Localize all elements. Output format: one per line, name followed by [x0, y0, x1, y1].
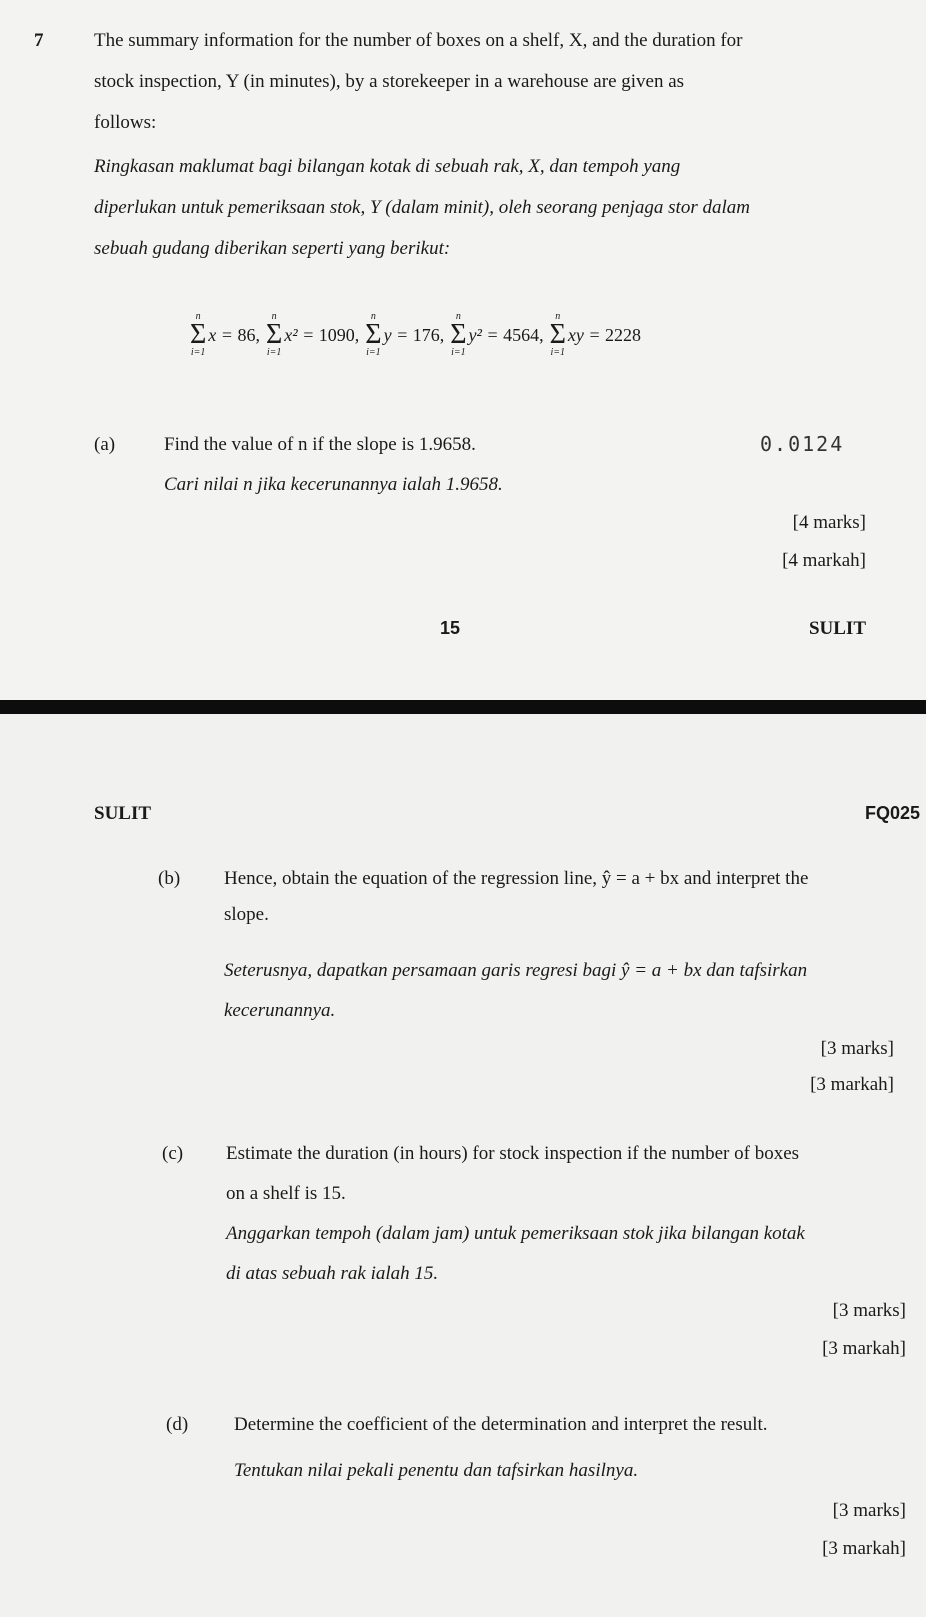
- part-c-ms-line-1: Anggarkan tempoh (dalam jam) untuk pemeriksaan stok jika bilangan kotak: [226, 1223, 805, 1244]
- sigma-icon: Σ: [265, 319, 283, 350]
- part-a-marks-ms: [4 markah]: [782, 550, 866, 571]
- sigma-lower: i=1: [366, 347, 381, 358]
- sum-value: 4564,: [503, 324, 544, 345]
- part-a-label: (a): [94, 434, 116, 455]
- sigma-lower: i=1: [190, 347, 206, 358]
- intro-en-line-2: stock inspection, Y (in minutes), by a storekeeper in a warehouse are given as: [94, 71, 685, 92]
- sum-expr: [208, 325, 260, 346]
- sum-value: 2228: [604, 324, 641, 345]
- sum-value: 86,: [237, 324, 260, 345]
- question-number: 7: [34, 30, 44, 51]
- sigma-upper: n: [555, 311, 561, 322]
- part-b-marks-ms: [3 markah]: [810, 1074, 894, 1095]
- sigma-symbol: [450, 312, 466, 358]
- part-b-marks-en: [3 marks]: [820, 1038, 894, 1059]
- sigma-icon: Σ: [549, 319, 566, 350]
- header-sulit: SULIT: [94, 803, 152, 824]
- sum-variable: x =: [208, 324, 238, 345]
- page-divider: [0, 700, 926, 714]
- sigma-lower: i=1: [550, 347, 565, 358]
- part-c-en-line-2: on a shelf is 15.: [226, 1183, 346, 1204]
- sigma-lower: i=1: [266, 347, 282, 358]
- part-b-en-line-1: Hence, obtain the equation of the regression line, ŷ = a + bx and interpret the: [224, 868, 809, 889]
- sigma-upper: n: [195, 311, 201, 322]
- part-b-label: (b): [158, 868, 181, 889]
- intro-en-line-3: follows:: [94, 112, 157, 133]
- part-b-en-line-2: slope.: [224, 904, 269, 925]
- part-c-marks-en: [3 marks]: [832, 1300, 906, 1321]
- sum-x: [190, 312, 260, 358]
- sum-value: 1090,: [318, 324, 360, 345]
- sum-variable: y² =: [468, 324, 504, 345]
- sigma-upper: n: [271, 311, 277, 322]
- sigma-icon: Σ: [365, 319, 382, 350]
- sigma-upper: n: [370, 311, 376, 322]
- sum-expr: [384, 325, 445, 346]
- sigma-icon: Σ: [450, 319, 467, 350]
- handwritten-note: 0.0124: [760, 432, 845, 456]
- sum-expr: [469, 325, 544, 346]
- sigma-symbol: [550, 312, 566, 358]
- sum-variable: xy =: [567, 324, 605, 345]
- page-number: 15: [440, 618, 461, 638]
- sum-x-squared: [266, 312, 359, 358]
- part-d-en: Determine the coefficient of the determination and interpret the result.: [234, 1414, 768, 1435]
- part-d-ms: Tentukan nilai pekali penentu dan tafsirkan hasilnya.: [234, 1460, 639, 1481]
- part-a-marks-en: [4 marks]: [792, 512, 866, 533]
- sum-variable: y =: [383, 324, 413, 345]
- part-d-marks-ms: [3 markah]: [822, 1538, 906, 1559]
- part-a-ms: Cari nilai n jika kecerunannya ialah 1.9658.: [164, 474, 503, 495]
- sigma-symbol: [266, 312, 282, 358]
- part-b-ms-line-2: kecerunannya.: [224, 1000, 336, 1021]
- part-c-label: (c): [162, 1143, 184, 1164]
- part-b-ms-line-1: Seterusnya, dapatkan persamaan garis regresi bagi ŷ = a + bx dan tafsirkan: [224, 960, 808, 981]
- part-a-en: Find the value of n if the slope is 1.9658.: [164, 434, 476, 455]
- part-d-marks-en: [3 marks]: [832, 1500, 906, 1521]
- sum-y-squared: [450, 312, 543, 358]
- sigma-symbol: [365, 312, 381, 358]
- sigma-lower: i=1: [451, 347, 466, 358]
- part-c-ms-line-2: di atas sebuah rak ialah 15.: [226, 1263, 439, 1284]
- sum-expr: [284, 325, 359, 346]
- intro-ms-line-3: sebuah gudang diberikan seperti yang berikut:: [94, 238, 451, 259]
- sigma-upper: n: [455, 311, 461, 322]
- part-d-label: (d): [166, 1414, 189, 1435]
- intro-ms-line-2: diperlukan untuk pemeriksaan stok, Y (dalam minit), oleh seorang penjaga stor dalam: [94, 197, 750, 218]
- sum-y: [365, 312, 444, 358]
- intro-ms-line-1: Ringkasan maklumat bagi bilangan kotak di sebuah rak, X, dan tempoh yang: [94, 156, 681, 177]
- footer-sulit: SULIT: [808, 618, 866, 639]
- header-course-code: FQ025: [864, 803, 920, 823]
- sum-xy: [550, 312, 641, 358]
- part-c-en-line-1: Estimate the duration (in hours) for stock inspection if the number of boxes: [226, 1143, 800, 1164]
- part-c-marks-ms: [3 markah]: [822, 1338, 906, 1359]
- sum-expr: [568, 325, 641, 346]
- sigma-icon: Σ: [190, 319, 207, 350]
- intro-en-line-1: The summary information for the number of boxes on a shelf, X, and the duration for: [94, 30, 743, 51]
- sigma-symbol: [190, 312, 206, 358]
- summation-formulas: [190, 300, 647, 370]
- sum-variable: x² =: [284, 324, 319, 345]
- sum-value: 176,: [412, 324, 445, 345]
